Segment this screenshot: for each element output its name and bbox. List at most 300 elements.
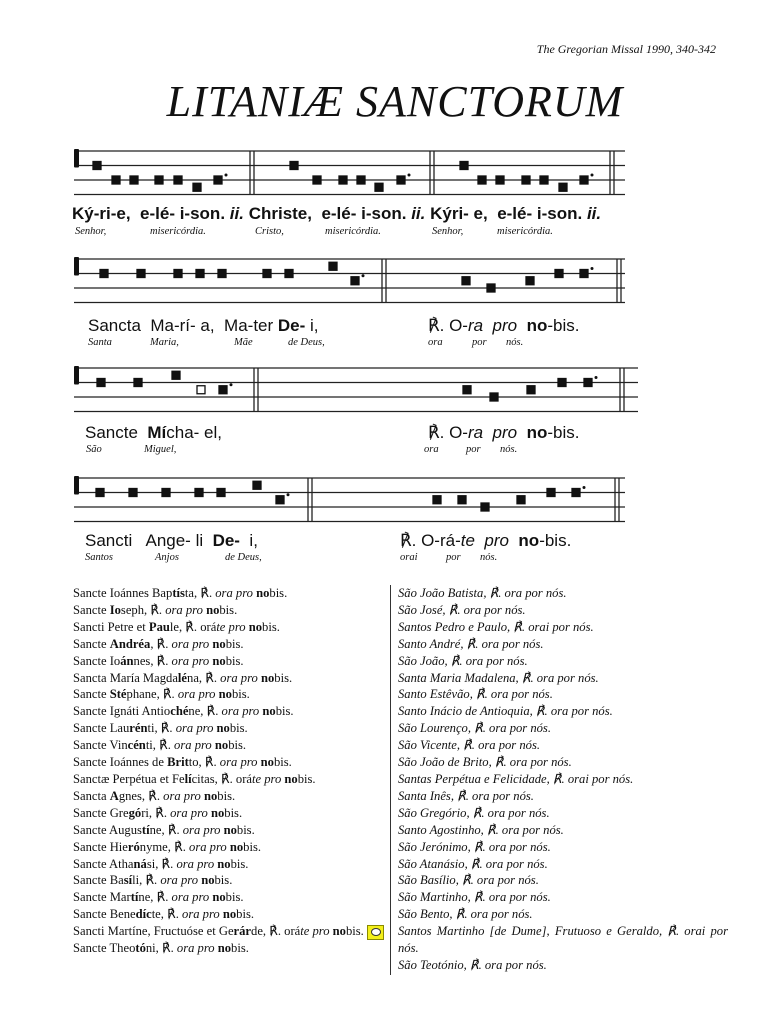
- saint-name: ti,: [147, 721, 158, 736]
- saint-name-accent: rár: [233, 924, 252, 939]
- response-text: ora pro: [171, 636, 210, 651]
- response-symbol: ℟.: [156, 653, 169, 668]
- saint-name: Sancte Io: [73, 653, 121, 668]
- response-text: bis.: [231, 941, 249, 956]
- comment-annotation-icon[interactable]: [367, 925, 384, 940]
- mora-dot: [595, 376, 598, 379]
- translation-invocation: São João Batista, ℟. ora por nós.: [398, 586, 567, 600]
- michael-lyrics: [85, 423, 222, 443]
- response-symbol: ℟.: [161, 856, 174, 871]
- response-text: ora pro: [170, 805, 208, 820]
- response-text: no: [332, 924, 346, 939]
- lyric: te pro: [460, 531, 509, 550]
- response-symbol: ℟.: [206, 704, 219, 719]
- litany-invocation: [73, 670, 391, 687]
- neume-punctum: [93, 162, 101, 170]
- neume-punctum: [217, 489, 225, 497]
- saint-name: te,: [151, 907, 164, 922]
- response-text: ora pro: [221, 704, 260, 719]
- response-text: no: [212, 890, 226, 905]
- translation-invocation: São Martinho, ℟. ora por nós.: [398, 890, 551, 905]
- response-text: bis.: [214, 873, 233, 888]
- mora-dot: [408, 174, 411, 177]
- translation-invocation: Santos Pedro e Paulo, ℟. orai por nós.: [398, 619, 594, 634]
- translation: Santos: [85, 552, 114, 563]
- saint-name-accent: tí: [130, 890, 139, 905]
- neume-punctum: [196, 270, 204, 278]
- neume-punctum: [397, 176, 405, 184]
- saint-name-accent: sí: [123, 873, 133, 888]
- litany-invocation: [73, 805, 391, 822]
- translation: por: [472, 337, 487, 348]
- response-symbol: ℟.: [155, 805, 167, 820]
- litany-invocation: [73, 788, 391, 805]
- response-text: bis.: [345, 924, 364, 939]
- saint-name: Sancti Petre et: [73, 619, 149, 634]
- neume-punctum: [580, 270, 588, 278]
- response-text: ora pro: [182, 822, 221, 837]
- neume-punctum: [129, 489, 137, 497]
- neume-punctum: [97, 379, 105, 387]
- response-symbol: ℟.: [161, 941, 174, 956]
- translation-invocation: Santo Agostinho, ℟. ora por nós.: [398, 822, 564, 837]
- saint-name: Sancte Bene: [73, 907, 136, 922]
- litany-invocation: [73, 619, 391, 636]
- response-text: ora pro: [165, 602, 203, 617]
- response-symbol: ℟.: [159, 738, 171, 753]
- response-symbol: ℟.: [162, 687, 175, 702]
- neume-punctum: [253, 481, 261, 489]
- translation-invocation: São Gregório, ℟. ora por nós.: [398, 805, 550, 820]
- translation: Senhor,: [432, 226, 464, 237]
- lyric: Kýri- e,: [430, 204, 488, 223]
- neume-punctum: [490, 393, 498, 401]
- response-text: no: [222, 907, 237, 922]
- neume-punctum: [517, 496, 525, 504]
- response-text: te pro: [216, 619, 246, 634]
- translation: orai: [400, 552, 418, 563]
- neume-punctum: [375, 183, 383, 191]
- saint-name-accent: Io: [109, 602, 121, 617]
- response-text: bis.: [228, 738, 247, 753]
- response-text: bis.: [224, 805, 243, 820]
- mora-dot: [591, 267, 594, 270]
- translation: por: [446, 552, 461, 563]
- lyric: ii.: [411, 204, 426, 223]
- translation: Senhor,: [75, 226, 107, 237]
- litany-invocation: [73, 940, 391, 957]
- saint-name: Sancte Mar: [73, 890, 131, 905]
- lyric: -bis.: [539, 531, 572, 550]
- saint-name: Sancte Ba: [73, 873, 124, 888]
- response-text: orá: [235, 771, 252, 786]
- translation-invocation: Santo Estêvão, ℟. ora por nós.: [398, 687, 553, 702]
- translation-invocation: Santos Martinho [de Dume], Frutuoso e Geraldo, ℟. orai por nós.: [398, 924, 728, 956]
- mora-dot: [583, 486, 586, 489]
- lyric: ra pro: [467, 423, 518, 442]
- response-text: bis.: [225, 890, 244, 905]
- translation-invocation: São João de Brito, ℟. ora por nós.: [398, 755, 572, 770]
- saint-name: citas,: [191, 771, 218, 786]
- response-text: ora pro: [177, 687, 216, 702]
- portuguese-litany-list: [398, 585, 728, 974]
- neume-punctum: [558, 379, 566, 387]
- translation: nós.: [506, 337, 524, 348]
- response-text: no: [201, 873, 215, 888]
- response-symbol: ℟.: [185, 619, 198, 634]
- lyric: Sancta Ma-rí- a, Ma-ter: [88, 316, 278, 335]
- response-text: no: [223, 822, 237, 837]
- lyric: no: [526, 316, 548, 335]
- saint-name: Sancte Theo: [73, 941, 136, 956]
- saint-name: na,: [187, 670, 203, 685]
- response-text: bis.: [231, 687, 250, 702]
- response-text: no: [206, 602, 220, 617]
- litany-invocation: [73, 822, 391, 839]
- translation: Santa: [88, 337, 112, 348]
- saint-name-accent: rén: [129, 721, 148, 736]
- do-clef-icon: [74, 366, 79, 385]
- lyric: Sancti Ange- li: [85, 531, 213, 550]
- lyric: Mí: [147, 423, 167, 442]
- saint-name-accent: tí: [141, 822, 150, 837]
- neume-punctum: [172, 371, 180, 379]
- response-text: bis.: [273, 755, 292, 770]
- mora-dot: [230, 383, 233, 386]
- translation-invocation: São Teotónio, ℟. ora por nós.: [398, 957, 547, 972]
- response-text: no: [217, 856, 231, 871]
- source-citation: The Gregorian Missal 1990, 340-342: [536, 42, 716, 56]
- neume-punctum: [218, 270, 226, 278]
- response-text: te pro: [300, 924, 330, 939]
- neume-punctum: [130, 176, 138, 184]
- neume-punctum: [214, 176, 222, 184]
- response-text: bis.: [275, 704, 294, 719]
- litany-invocation: [73, 754, 391, 771]
- saint-name-accent: ché: [170, 704, 189, 719]
- response-text: bis.: [225, 636, 244, 651]
- response-text: no: [260, 670, 275, 685]
- response-lyrics: [400, 531, 571, 551]
- response-text: ora pro: [163, 788, 201, 803]
- litany-invocation: [73, 636, 391, 653]
- neume-punctum: [193, 183, 201, 191]
- litany-invocation: [73, 872, 391, 889]
- saint-name-accent: Sté: [109, 687, 127, 702]
- saint-name: Sancte Gre: [73, 805, 129, 820]
- neume-punctum: [433, 496, 441, 504]
- saint-name: Sanctæ Perpétua et Fe: [73, 771, 185, 786]
- saint-name-accent: díc: [135, 907, 152, 922]
- response-text: no: [248, 619, 263, 634]
- response-text: no: [217, 941, 232, 956]
- neume-punctum: [547, 489, 555, 497]
- response-text: ora pro: [160, 873, 199, 888]
- litany-invocation: [73, 720, 391, 737]
- lyric: cha- el,: [166, 423, 223, 442]
- lyric: ℟. O-: [428, 423, 468, 442]
- neume-punctum: [329, 262, 337, 270]
- response-symbol: ℟.: [205, 670, 217, 685]
- litany-invocation: [73, 889, 391, 906]
- lyric: e-lé- i-son.: [140, 204, 226, 223]
- neume-punctum: [496, 176, 504, 184]
- saint-name-accent: ró: [127, 839, 140, 854]
- neume-punctum: [174, 270, 182, 278]
- response-text: no: [260, 755, 274, 770]
- lyric: Ký-ri-e,: [72, 204, 131, 223]
- translation: nós.: [480, 552, 498, 563]
- response-text: no: [214, 738, 229, 753]
- response-text: bis.: [269, 586, 288, 600]
- response-symbol: ℟.: [145, 873, 158, 888]
- response-text: bis.: [297, 771, 316, 786]
- saint-name: phane,: [126, 687, 160, 702]
- response-text: ora pro: [176, 941, 215, 956]
- response-text: bis.: [229, 721, 248, 736]
- lyric: ra pro: [467, 316, 518, 335]
- do-clef-icon: [74, 257, 79, 276]
- lyric: ii.: [586, 204, 602, 223]
- response-text: ora pro: [220, 670, 258, 685]
- translation: ora: [428, 337, 443, 348]
- translation-invocation: São Bento, ℟. ora por nós.: [398, 907, 533, 922]
- neume-punctum: [219, 386, 227, 394]
- saint-name-accent: Andréa: [109, 636, 151, 651]
- lyric: i,: [305, 316, 319, 335]
- saint-name: ni,: [145, 941, 159, 956]
- litany-invocation: [73, 906, 391, 923]
- saint-name: nes,: [133, 653, 154, 668]
- lyric: De-: [277, 316, 306, 335]
- response-text: ora pro: [174, 738, 212, 753]
- lyric: no: [518, 531, 540, 550]
- response-lyrics: [428, 316, 579, 336]
- lyric: Sancte: [85, 423, 148, 442]
- neume-punctum: [313, 176, 321, 184]
- neume-punctum: [527, 386, 535, 394]
- response-symbol: ℟.: [174, 839, 186, 854]
- neume-punctum: [137, 270, 145, 278]
- page-title: LITANIÆ SANCTORUM: [166, 77, 624, 126]
- litany-invocation: [73, 686, 391, 703]
- response-symbol: ℟.: [167, 907, 179, 922]
- saint-name: ri,: [141, 805, 153, 820]
- translation-invocation: São Jerónimo, ℟. ora por nós.: [398, 839, 551, 854]
- translation-invocation: São José, ℟. ora por nós.: [398, 602, 526, 617]
- translation: Maria,: [150, 337, 179, 348]
- translation-invocation: Santo André, ℟. ora por nós.: [398, 636, 544, 651]
- neume-punctum: [481, 503, 489, 511]
- response-text: ora pro: [175, 721, 214, 736]
- neume-punctum: [522, 176, 530, 184]
- lyric: e-lé- i-son.: [321, 204, 407, 223]
- saint-name: Sancte Augus: [73, 822, 142, 837]
- response-text: bis.: [230, 856, 249, 871]
- response-text: orá: [284, 924, 301, 939]
- translation-invocation: São Basílio, ℟. ora por nós.: [398, 873, 539, 888]
- saint-name: seph,: [120, 602, 148, 617]
- saint-name: gnes,: [118, 788, 146, 803]
- response-text: bis.: [236, 907, 255, 922]
- saint-name-accent: lí: [184, 771, 192, 786]
- latin-litany-list: [73, 585, 391, 957]
- saint-name: li,: [132, 873, 143, 888]
- response-text: ora pro: [189, 839, 227, 854]
- translation: Mãe: [234, 337, 253, 348]
- lyric: i,: [239, 531, 258, 550]
- response-symbol: ℟.: [150, 602, 163, 617]
- translation: de Deus,: [288, 337, 325, 348]
- lyric: ℟. O-rá-: [400, 531, 461, 550]
- response-text: bis.: [219, 602, 238, 617]
- neume-punctum: [276, 496, 284, 504]
- saint-name: Sancta María Magda: [73, 670, 178, 685]
- lyric: e-lé- i-son.: [497, 204, 583, 223]
- saint-name: nyme,: [139, 839, 171, 854]
- response-text: ora pro: [215, 586, 253, 600]
- neume-punctum: [195, 489, 203, 497]
- translation: por: [466, 444, 481, 455]
- translation: Cristo,: [255, 226, 284, 237]
- neume-punctum: [339, 176, 347, 184]
- neume-punctum: [559, 183, 567, 191]
- neume-punctum: [462, 277, 470, 285]
- mora-dot: [591, 174, 594, 177]
- litany-invocation: [73, 856, 391, 873]
- response-text: ora pro: [171, 890, 210, 905]
- litany-invocation: [73, 703, 391, 720]
- translation-invocation: Santas Perpétua e Felicidade, ℟. orai por nós.: [398, 771, 634, 786]
- neume-punctum: [555, 270, 563, 278]
- response-symbol: ℟.: [220, 771, 233, 786]
- saint-name: ne,: [188, 704, 204, 719]
- response-symbol: ℟.: [204, 755, 217, 770]
- saint-name: Sancta: [73, 788, 110, 803]
- mora-dot: [225, 174, 228, 177]
- response-text: no: [203, 788, 218, 803]
- translation: misericórdia.: [497, 226, 553, 237]
- saint-name: Sancte Ioánnes de: [73, 755, 168, 770]
- response-text: bis.: [243, 839, 262, 854]
- translation-invocation: São Vicente, ℟. ora por nós.: [398, 738, 540, 753]
- response-text: orá: [200, 619, 217, 634]
- litany-invocation: [73, 602, 391, 619]
- lyric: no: [526, 423, 548, 442]
- neume-punctum: [487, 284, 495, 292]
- neume-punctum: [290, 162, 298, 170]
- response-symbol: ℟.: [200, 586, 213, 600]
- saint-name: Sancte Ignáti Antio: [73, 704, 171, 719]
- litany-invocation: [73, 653, 391, 670]
- saint-name-accent: cén: [127, 738, 146, 753]
- translation: misericórdia.: [325, 226, 381, 237]
- saint-name: Sancte Ioánnes Bap: [73, 586, 173, 600]
- litany-invocation: [73, 923, 391, 940]
- translation: nós.: [500, 444, 518, 455]
- saint-name: le,: [169, 619, 183, 634]
- saint-name: ne,: [149, 822, 165, 837]
- lyric: Christe,: [248, 204, 312, 223]
- neume-punctum: [112, 176, 120, 184]
- neume-punctum: [263, 270, 271, 278]
- maria-lyrics: [88, 316, 319, 336]
- neume-punctum: [580, 176, 588, 184]
- saint-name-accent: Brit: [167, 755, 189, 770]
- saint-name: ne,: [138, 890, 154, 905]
- response-text: no: [262, 704, 276, 719]
- saint-name: Sancti Martíne, Fructuóse et Ge: [73, 924, 234, 939]
- response-text: bis.: [217, 788, 236, 803]
- kyrie-lyrics: [72, 204, 601, 224]
- neume-punctum: [460, 162, 468, 170]
- neume-punctum: [526, 277, 534, 285]
- saint-name: to,: [188, 755, 202, 770]
- response-symbol: ℟.: [156, 636, 169, 651]
- translation: de Deus,: [225, 552, 262, 563]
- lyric: ℟. O-: [428, 316, 468, 335]
- neume-punctum: [572, 489, 580, 497]
- neume-punctum: [100, 270, 108, 278]
- lyric: -bis.: [547, 316, 580, 335]
- do-clef-icon: [74, 149, 79, 168]
- response-text: no: [216, 721, 230, 736]
- neume-punctum: [458, 496, 466, 504]
- lyric: -bis.: [547, 423, 580, 442]
- litany-invocation: [73, 737, 391, 754]
- response-symbol: ℟.: [156, 890, 169, 905]
- neume-punctum: [357, 176, 365, 184]
- saint-name-accent: lé: [177, 670, 188, 685]
- response-symbol: ℟.: [269, 924, 281, 939]
- column-divider: [390, 585, 391, 975]
- neume-punctum: [540, 176, 548, 184]
- saint-name-accent: gó: [128, 805, 142, 820]
- saint-name: ,: [150, 636, 154, 651]
- response-text: ora pro: [182, 907, 220, 922]
- saint-name: si,: [146, 856, 159, 871]
- neume-punctum: [285, 270, 293, 278]
- litany-invocation: [73, 771, 391, 788]
- translation-invocation: Santo Inácio de Antioquia, ℟. ora por nós.: [398, 704, 613, 719]
- neume-punctum: [584, 379, 592, 387]
- saint-name-accent: A: [109, 788, 119, 803]
- saint-name-accent: án: [120, 653, 134, 668]
- neume-punctum: [96, 489, 104, 497]
- response-text: no: [284, 771, 298, 786]
- response-text: no: [218, 687, 232, 702]
- neume-punctum: [162, 489, 170, 497]
- saint-name-accent: tó: [135, 941, 146, 956]
- saint-name: de,: [251, 924, 267, 939]
- response-lyrics: [428, 423, 579, 443]
- translation-invocation: São Atanásio, ℟. ora por nós.: [398, 856, 548, 871]
- neume-punctum: [174, 176, 182, 184]
- saint-name: Sancte: [73, 602, 110, 617]
- neume-punctum: [134, 379, 142, 387]
- response-text: no: [229, 839, 244, 854]
- translation: misericórdia.: [150, 226, 206, 237]
- response-text: no: [256, 586, 270, 600]
- hollow-neume: [197, 386, 205, 394]
- response-symbol: ℟.: [148, 788, 160, 803]
- lyric: ii.: [229, 204, 244, 223]
- translation: Anjos: [155, 552, 179, 563]
- neume-punctum: [155, 176, 163, 184]
- response-text: te pro: [251, 771, 282, 786]
- response-text: bis.: [262, 619, 280, 634]
- litany-invocation: [73, 585, 391, 602]
